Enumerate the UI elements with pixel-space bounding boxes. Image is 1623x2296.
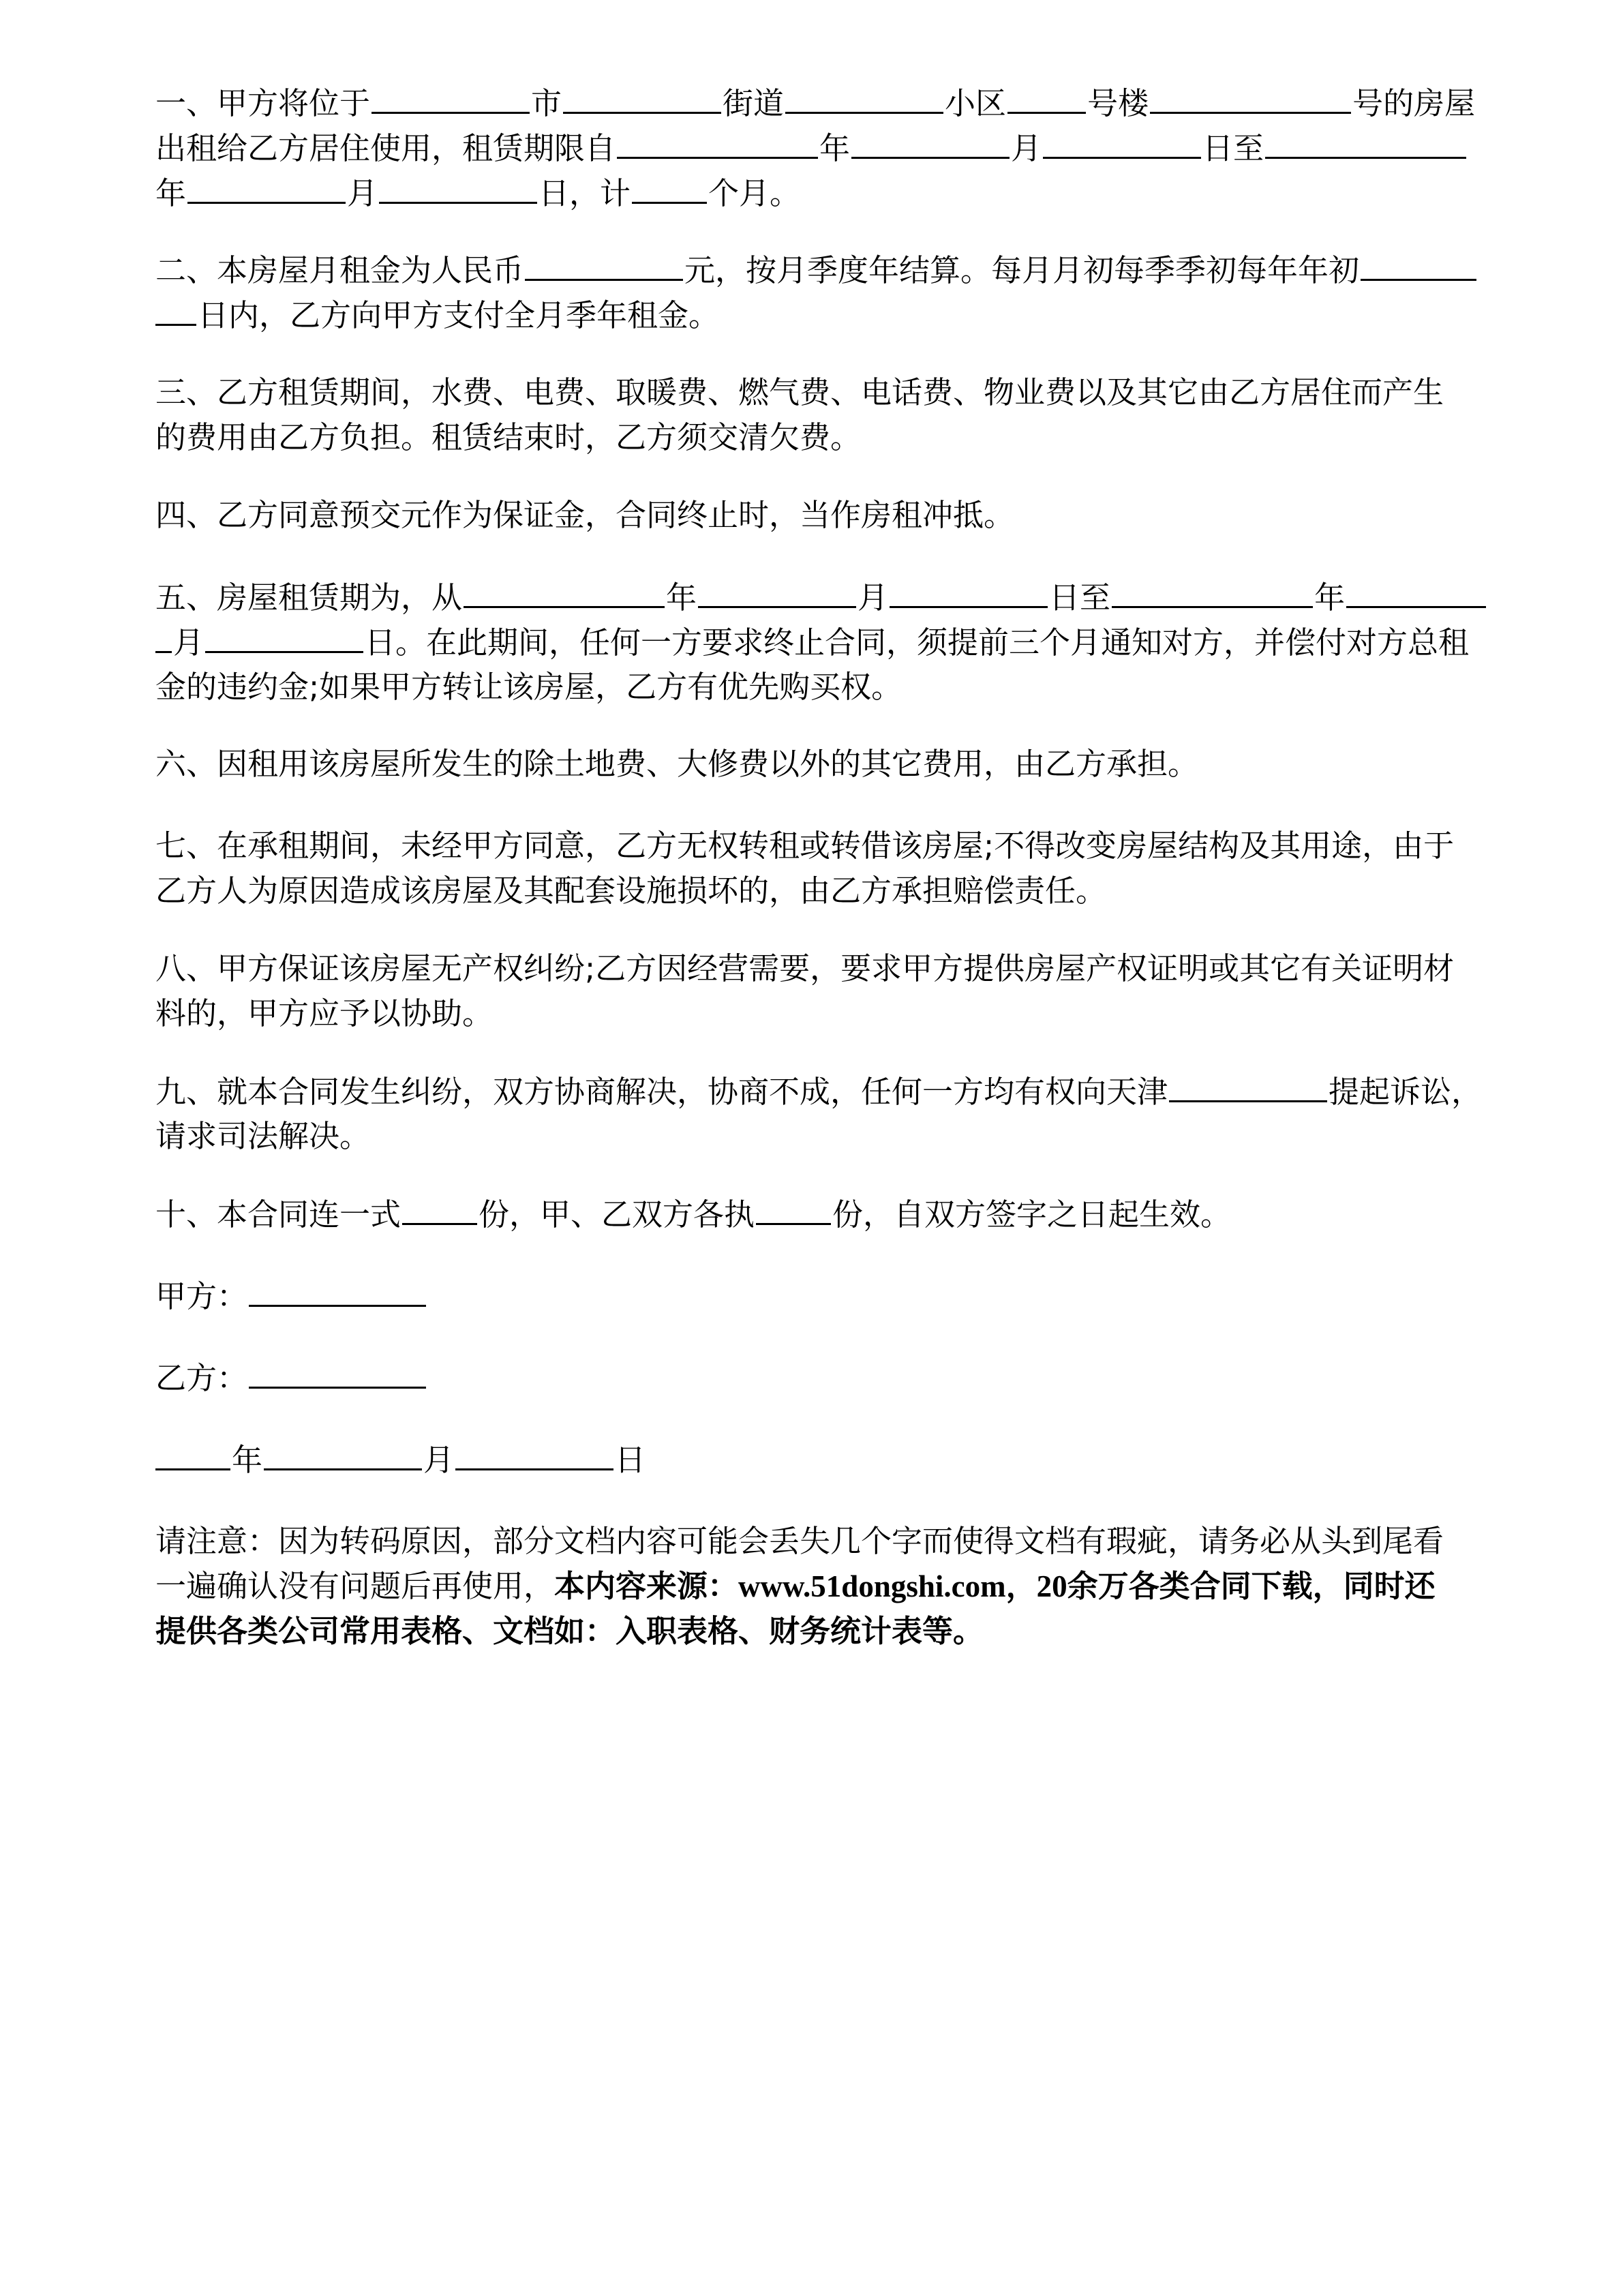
notice-line-3: 提供各类公司常用表格、文档如：入职表格、财务统计表等。: [155, 1613, 984, 1649]
blank-court: [1169, 1069, 1327, 1102]
blank-end-month: [187, 170, 346, 204]
date-year-label: 年: [232, 1442, 263, 1478]
clause-text: 月: [173, 624, 204, 661]
clause-text: 日，计: [539, 175, 631, 211]
clause-text: 份，甲、乙双方各执: [479, 1196, 755, 1233]
signature-date: [155, 1437, 1560, 1482]
blank-copies-each: [756, 1192, 831, 1225]
clause-7-line-1: 七、在承租期间，未经甲方同意，乙方无权转租或转借该房屋;不得改变房屋结构及其用途，由于: [155, 828, 1455, 864]
notice-number: 20: [1036, 1569, 1067, 1603]
blank-end-day: [379, 170, 537, 204]
blank-term-start-year: [464, 575, 665, 608]
clause-3: [155, 370, 1560, 460]
blank-term-end-day: [205, 620, 363, 653]
clause-text: 二、本房屋月租金为人民币: [155, 252, 524, 288]
clause-text: 提起诉讼，: [1329, 1074, 1483, 1110]
clause-5-line-2: [155, 620, 1560, 665]
blank-party-a-signature: [249, 1273, 426, 1307]
clause-9: [155, 1069, 1560, 1159]
date-day-label: 日: [615, 1442, 646, 1478]
blank-copies-total: [402, 1192, 477, 1225]
blank-start-year: [617, 125, 818, 159]
notice-line-2: [155, 1564, 1560, 1609]
clause-10: [155, 1192, 1560, 1237]
clause-text: 十、本合同连一式: [155, 1196, 401, 1233]
clause-text: 月: [858, 579, 889, 616]
date-month-label: 月: [423, 1442, 455, 1478]
clause-1-line-2: [155, 125, 1560, 170]
clause-7: [155, 824, 1560, 913]
notice-text: 余万各类合同下载，同时还: [1067, 1568, 1436, 1604]
clause-1: [155, 80, 1560, 215]
notice-text: ，: [1005, 1568, 1037, 1604]
clause-6: [155, 742, 1560, 787]
clause-2: [155, 247, 1560, 337]
clause-5-line-3: 金的违约金;如果甲方转让该房屋，乙方有优先购买权。: [155, 669, 902, 705]
clause-8-line-1: 八、甲方保证该房屋无产权纠纷;乙方因经营需要，要求甲方提供房屋产权证明或其它有关证明材: [155, 950, 1455, 986]
clause-text: 市: [531, 85, 562, 121]
clause-text: 号的房屋: [1352, 85, 1476, 121]
blank-term-start-month: [698, 575, 856, 608]
blank-room: [1150, 80, 1351, 114]
clause-text: 日。在此期间，任何一方要求终止合同，须提前三个月通知对方，并偿付对方总租: [365, 624, 1470, 661]
clause-text: 日至: [1049, 579, 1111, 616]
clause-text: 份，自双方签字之日起生效。: [832, 1196, 1232, 1233]
clause-text: 一、甲方将位于: [155, 85, 371, 121]
clause-text: 小区: [945, 85, 1007, 121]
blank-sign-day: [455, 1437, 613, 1470]
clause-2-line-2: [155, 292, 1560, 337]
clause-8-line-2: 料的，甲方应予以协助。: [155, 995, 494, 1031]
clause-9-line-1: [155, 1069, 1560, 1114]
clause-7-line-2: 乙方人为原因造成该房屋及其配套设施损坏的，由乙方承担赔偿责任。: [155, 873, 1107, 909]
clause-5-line-1: [155, 575, 1560, 620]
clause-5: [155, 575, 1560, 710]
clause-text: 街道: [723, 85, 785, 121]
clause-text: 日至: [1202, 130, 1264, 166]
clause-6-line-1: 六、因租用该房屋所发生的除土地费、大修费以外的其它费用，由乙方承担。: [155, 746, 1199, 782]
clause-text: 出租给乙方居住使用，租赁期限自: [155, 130, 616, 166]
blank-street: [563, 80, 721, 114]
blank-payment-days: [1361, 247, 1476, 281]
clause-text: 年: [819, 130, 851, 166]
blank-payment-days-cont: [155, 292, 196, 326]
clause-2-line-1: [155, 247, 1560, 292]
party-b-label: 乙方：: [155, 1360, 248, 1396]
clause-text: 年: [1314, 579, 1346, 616]
blank-rent-amount: [525, 247, 683, 281]
clause-3-line-2: 的费用由乙方负担。租赁结束时，乙方须交清欠费。: [155, 419, 862, 455]
notice: [155, 1519, 1560, 1654]
clause-text: 号楼: [1087, 85, 1149, 121]
signature-party-b: [155, 1355, 1560, 1400]
notice-text: 一遍确认没有问题后再使用，: [155, 1568, 555, 1604]
clause-text: 年: [155, 175, 187, 211]
clause-text: 五、房屋租赁期为，从: [155, 579, 463, 616]
signature-party-a: [155, 1273, 1560, 1318]
blank-party-b-signature: [249, 1355, 426, 1389]
blank-city: [371, 80, 530, 114]
clause-9-line-2: 请求司法解决。: [155, 1118, 371, 1154]
notice-line-1: 请注意：因为转码原因，部分文档内容可能会丢失几个字而使得文档有瑕疵，请务必从头到尾看: [155, 1523, 1444, 1559]
clause-text: 九、就本合同发生纠纷，双方协商解决，协商不成，任何一方均有权向天津: [155, 1074, 1168, 1110]
blank-term-end-month-cont: [155, 620, 172, 653]
blank-term-start-day: [890, 575, 1048, 608]
blank-months: [632, 170, 707, 204]
blank-end-year: [1265, 125, 1466, 159]
clause-3-line-1: 三、乙方租赁期间，水费、电费、取暖费、燃气费、电话费、物业费以及其它由乙方居住而产生: [155, 374, 1444, 410]
clause-8: [155, 946, 1560, 1036]
party-a-line: [155, 1273, 1560, 1318]
blank-start-month: [851, 125, 1010, 159]
date-line: [155, 1437, 1560, 1482]
party-b-line: [155, 1355, 1560, 1400]
blank-sign-year: [155, 1437, 230, 1470]
clause-10-line-1: [155, 1192, 1560, 1237]
clause-1-line-1: [155, 80, 1560, 125]
clause-text: 年: [666, 579, 697, 616]
clause-4-line-1: 四、乙方同意预交元作为保证金，合同终止时，当作房租冲抵。: [155, 497, 1015, 533]
clause-1-line-3: [155, 170, 1560, 215]
blank-sign-month: [264, 1437, 422, 1470]
source-url-link[interactable]: www.51dongshi.com: [738, 1569, 1006, 1603]
party-a-label: 甲方：: [155, 1278, 248, 1314]
blank-start-day: [1043, 125, 1201, 159]
blank-building: [1007, 80, 1086, 114]
clause-text: 元，按月季度年结算。每月月初每季季初每年年初: [684, 252, 1360, 288]
clause-text: 日内，乙方向甲方支付全月季年租金。: [198, 297, 720, 333]
blank-term-end-year: [1112, 575, 1313, 608]
blank-community: [785, 80, 943, 114]
clause-4: [155, 493, 1560, 538]
clause-text: 月: [347, 175, 378, 211]
notice-source-label: 本内容来源：: [554, 1568, 739, 1604]
clause-text: 个月。: [708, 175, 801, 211]
clause-text: 月: [1011, 130, 1042, 166]
blank-term-end-month: [1346, 575, 1486, 608]
